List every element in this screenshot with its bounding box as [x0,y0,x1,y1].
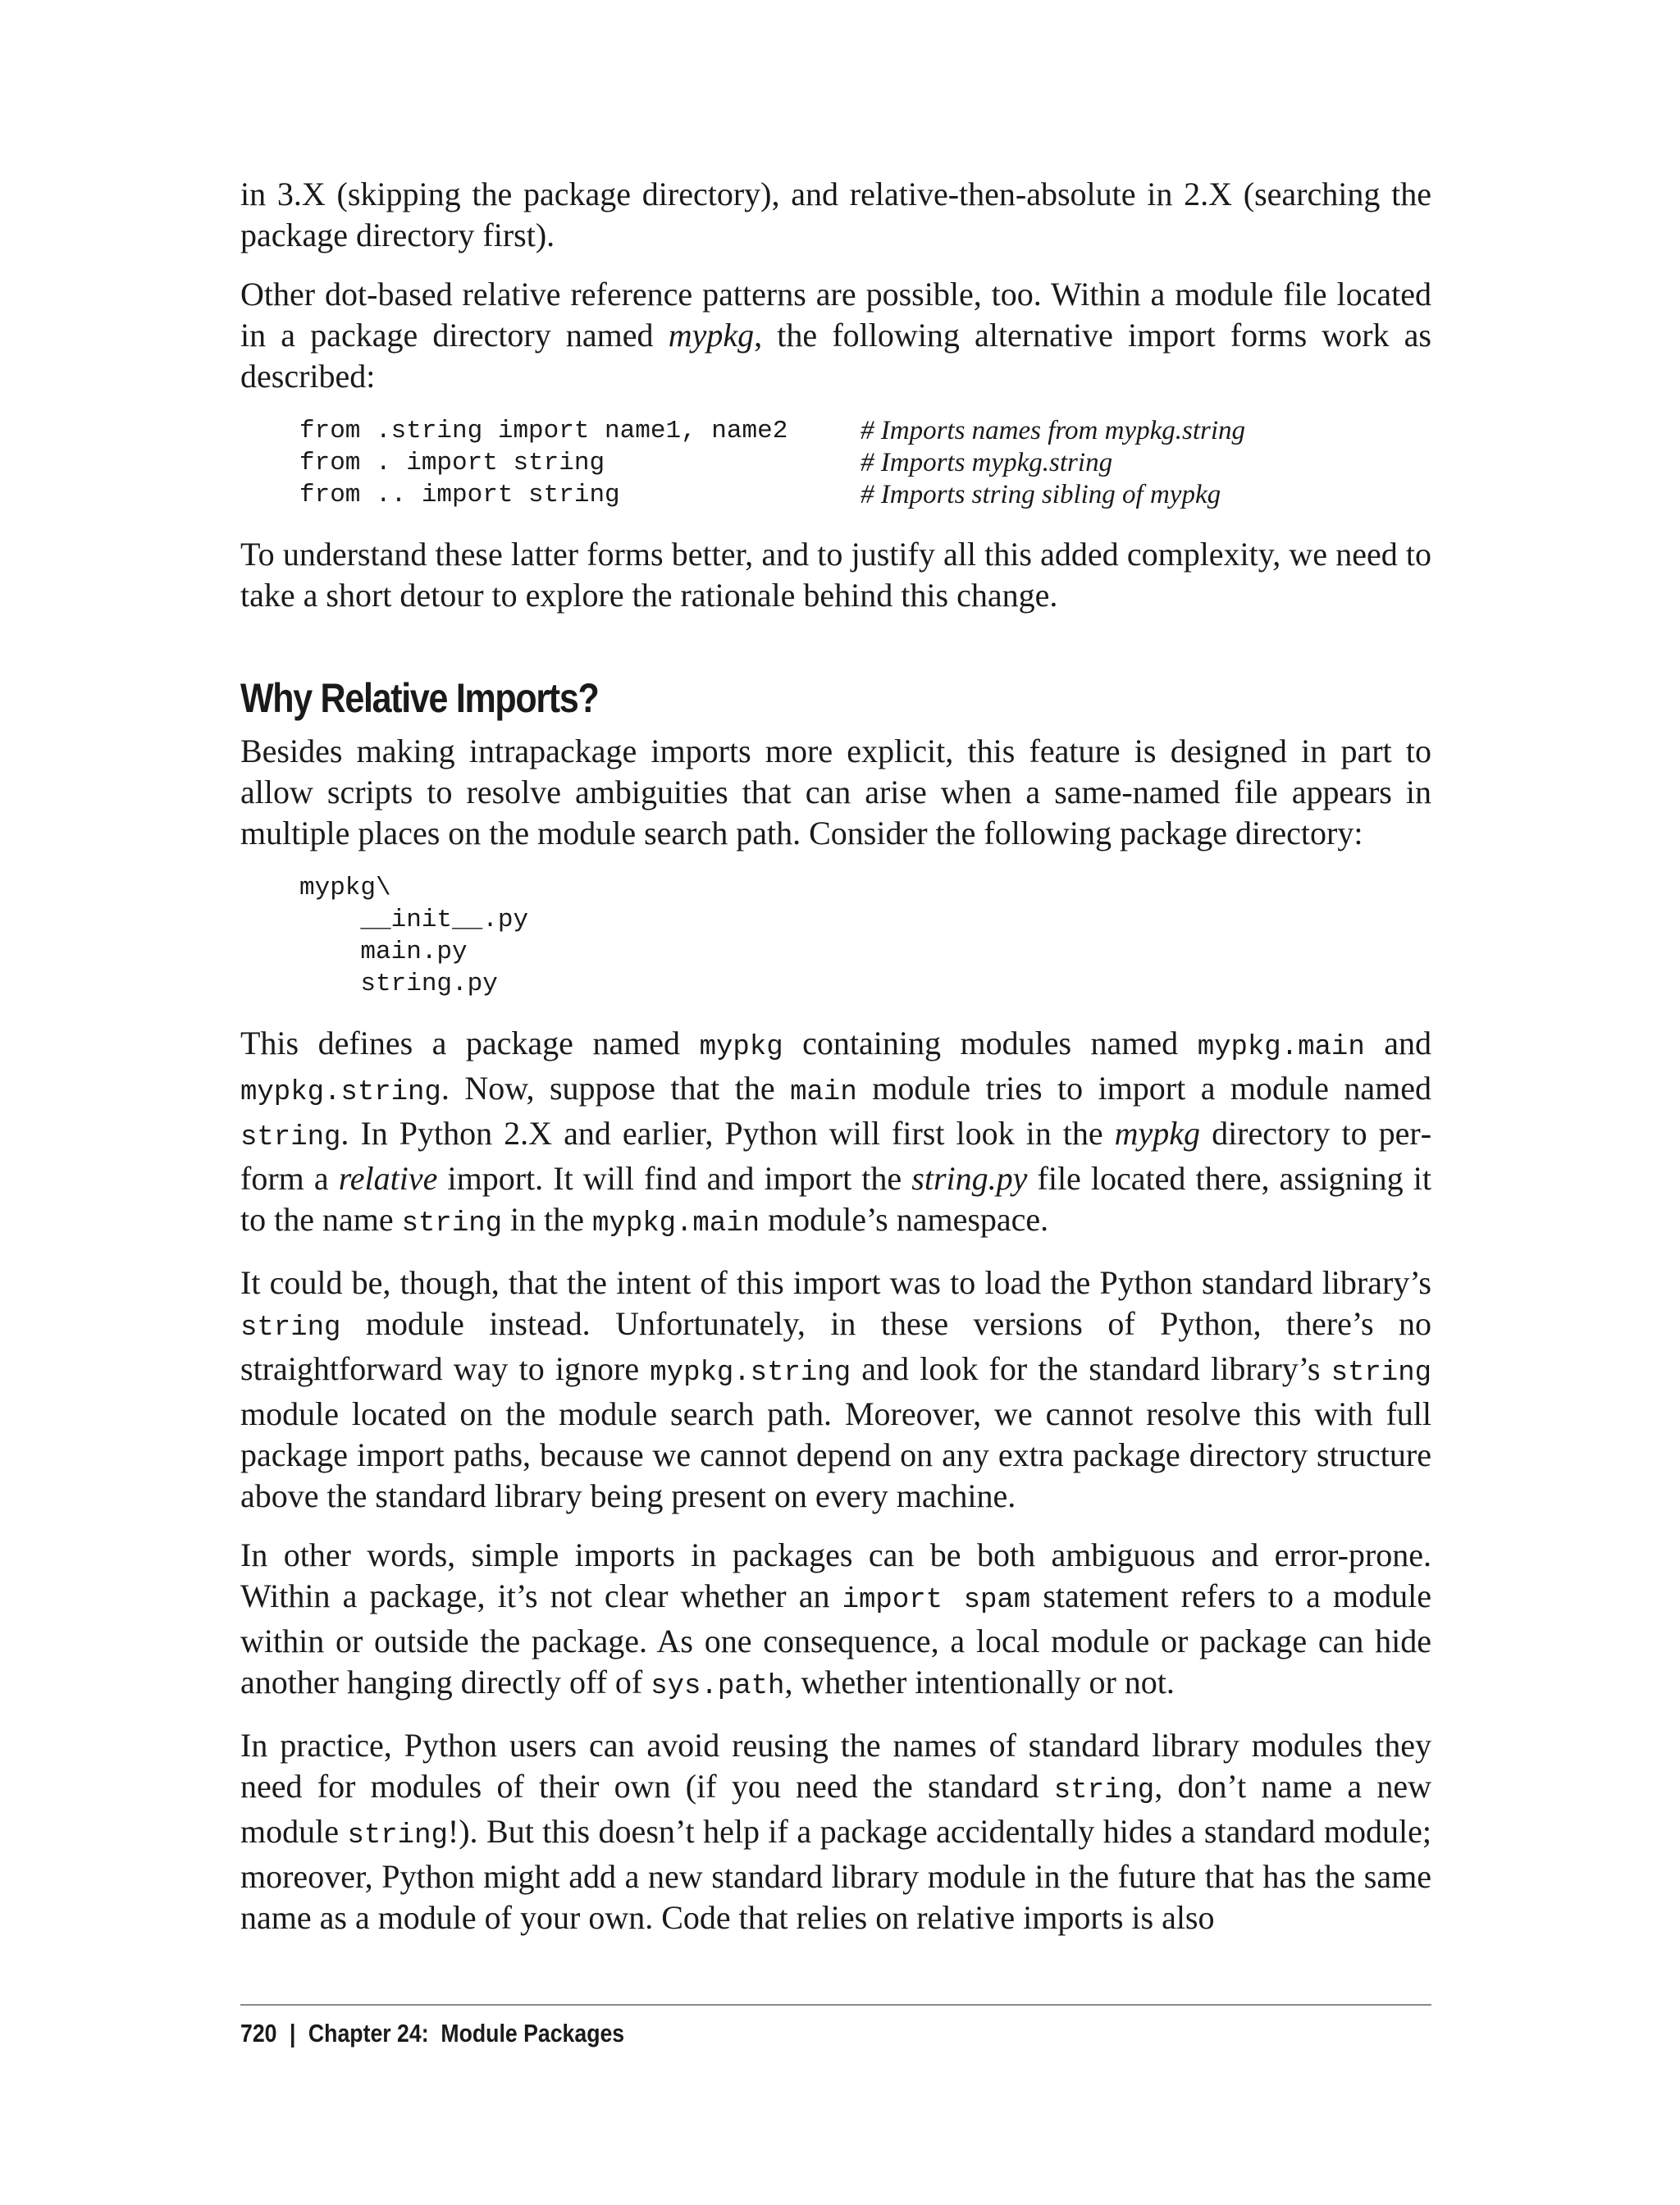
inline-code: string [240,1122,341,1153]
paragraph-text: statement refers to a module within or outside the package. As one consequence, a local module or package can hide another hanging directly off of [240,1577,1432,1701]
tree-line: __init__.py [299,906,529,934]
paragraph-text: , don’t name a new module [240,1768,1431,1850]
inline-code: mypkg [699,1032,783,1063]
paragraph-text: in 3.X (skipping the package directory), and relative-then-absolute in 2.X (searching the package directory first). [240,176,1431,253]
inline-code: mypkg.string [240,1077,441,1108]
footer-rule [240,2004,1431,2006]
paragraph-text: module instead. Unfortunately, in these versions of Python, there’s no straightforward way to ignore [240,1305,1431,1387]
code-line [299,479,1431,511]
page-content [240,174,1431,1956]
inline-code: main [790,1077,857,1108]
paragraph-text: . In Python 2.X and earlier, Python will first look in the [340,1115,1115,1152]
code-comment: # Imports string sibling of mypkg [861,480,1221,509]
inline-code: import spam [842,1585,1031,1616]
emphasis-text: string.py [911,1160,1028,1197]
paragraph-text: , the following alternative import forms work as described: [240,317,1431,395]
paragraph-text: directory to perform a [240,1115,1432,1197]
inline-code: string [401,1208,503,1239]
paragraph-defines [240,1023,1431,1244]
code-statement: from .string import name1, name2 [299,417,788,445]
paragraph-text: module located on the module search path. Moreover, we cannot resolve this with full package import paths, because we cannot depend on any extra package directory structure above the standard library being present on every machine. [240,1395,1431,1514]
paragraph-text: module’s namespace. [760,1201,1049,1238]
paragraph-text: in the [502,1201,593,1238]
inline-code: sys.path [651,1671,785,1702]
paragraph-text: It could be, though, that the intent of this import was to load the Python standard library’s [240,1264,1431,1301]
paragraph-understand [240,534,1431,616]
emphasis-text: mypkg [668,317,755,354]
inline-code: string [347,1820,448,1851]
code-block-import-forms [299,415,1431,511]
code-line [299,447,1431,479]
page-number: 720 [240,2019,277,2048]
code-statement: from . import string [299,449,605,477]
page-footer [240,2004,1431,2050]
inline-code: mypkg.main [592,1208,760,1239]
paragraph-text: Other dot-based relative reference patterns are possible, too. Within a module file located in a package directory named [240,276,1431,354]
code-statement: from .. import string [299,481,620,509]
paragraph-intent [240,1262,1431,1517]
tree-line: string.py [299,970,498,998]
code-block-package-tree [299,872,1431,1000]
paragraph-text: To understand these latter forms better, and to justify all this added complexity, we need to take a short detour to explore the rationale behind this change. [240,536,1431,614]
paragraph-continuation [240,174,1431,256]
footer-separator: | [289,2019,296,2048]
paragraph-besides [240,731,1431,854]
emphasis-text: mypkg [1114,1115,1201,1152]
paragraph-text: and [1364,1025,1432,1061]
code-line [299,415,1431,447]
inline-code: mypkg.string [650,1358,851,1389]
paragraph-text: containing modules named [783,1025,1198,1061]
paragraph-text: import. It will find and import the [437,1160,912,1197]
inline-code: string [240,1312,341,1344]
paragraph-text: . Now, suppose that the [441,1070,791,1107]
paragraph-text: , whether intentionally or not. [784,1664,1175,1701]
paragraph-practice [240,1725,1431,1938]
code-comment: # Imports names from mypkg.string [861,416,1246,445]
paragraph-text: In practice, Python users can avoid reusing the names of standard library modules they need for modules of their own (if you need the standard [240,1727,1431,1805]
paragraph-text: Besides making intrapackage imports more explicit, this feature is designed in part to allow scripts to resolve ambiguities that can arise when a same-named file appears in multiple places on the module search path. Consider the following package directory: [240,733,1431,851]
paragraph-text: In other words, simple imports in packages can be both ambiguous and error-prone. Within a package, it’s not clear whether an [240,1536,1431,1614]
inline-code: string [1053,1775,1155,1806]
code-comment: # Imports mypkg.string [861,448,1113,477]
paragraph-ambiguous [240,1535,1431,1707]
footer-text [240,2017,1265,2050]
inline-code: mypkg.main [1197,1032,1365,1063]
section-heading: Why Relative Imports? [240,675,599,721]
paragraph-dot-patterns [240,274,1431,397]
tree-line: main.py [299,938,468,966]
chapter-title: Chapter 24: Module Packages [308,2019,625,2048]
paragraph-text: and look for the standard library’s [851,1350,1331,1387]
emphasis-text: relative [338,1160,438,1197]
paragraph-text: module tries to import a module named [856,1070,1431,1107]
tree-line: mypkg\ [299,874,391,902]
paragraph-text: file located there, assigning it to the name [240,1160,1431,1238]
paragraph-text: This defines a package named [240,1025,700,1061]
inline-code: string [1331,1358,1431,1389]
paragraph-text: !). But this doesn’t help if a package accidentally hides a standard module; moreover, Python might add a new standard library module in the future that has the same name as a module of your own. Code that relies on relative imports is also [240,1813,1431,1936]
